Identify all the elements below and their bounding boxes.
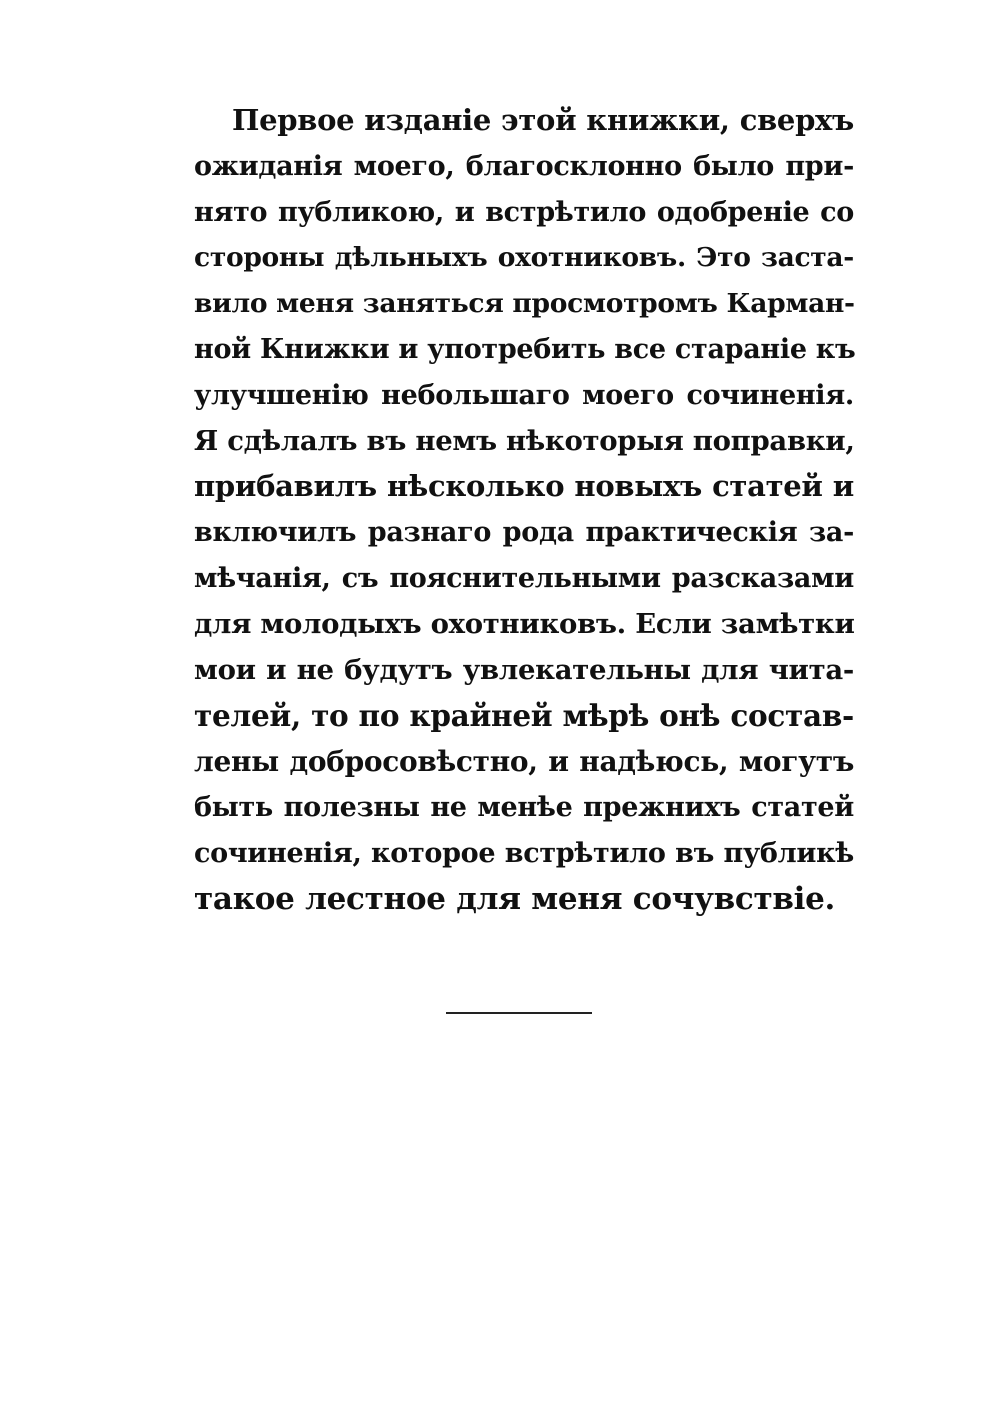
paragraph-line: включилъ разнаго рода практическія за- (194, 517, 854, 549)
paragraph-line: быть полезны не менѣе прежнихъ статей (194, 791, 854, 823)
section-divider (446, 1012, 592, 1014)
paragraph-line: мѣчанія, съ пояснительными разсказами (194, 562, 854, 594)
paragraph-line: ожиданія моего, благосклонно было при- (194, 150, 854, 182)
paragraph-line: нято публикою, и встрѣтило одобреніе со (194, 196, 854, 228)
paragraph-line: Я сдѣлалъ въ немъ нѣкоторыя поправки, (194, 424, 855, 457)
paragraph-line: прибавилъ нѣсколько новыхъ статей и (194, 469, 854, 504)
paragraph-line: сочиненія, которое встрѣтило въ публикѣ (194, 837, 854, 869)
paragraph-line: лены добросовѣстно, и надѣюсь, могутъ (194, 745, 854, 779)
paragraph-line: стороны дѣльныхъ охотниковъ. Это заста- (194, 242, 854, 274)
paragraph-line: телей, то по крайней мѣрѣ онѣ состав- (194, 698, 854, 734)
paragraph-line: мои и не будутъ увлекательны для чита- (194, 653, 854, 686)
preface-paragraph (194, 98, 854, 922)
paragraph-line: такое лестное для меня сочувствіе. (194, 880, 836, 917)
paragraph-line: вило меня заняться просмотромъ Карман- (194, 288, 855, 320)
paragraph-line: ной Книжки и употребить все стараніе къ (194, 333, 856, 365)
paragraph-line: Первое изданіе этой книжки, сверхъ (232, 103, 854, 137)
paragraph-line: для молодыхъ охотниковъ. Если замѣтки (194, 607, 855, 640)
paragraph-line: улучшенію небольшаго моего сочиненія. (194, 379, 854, 411)
